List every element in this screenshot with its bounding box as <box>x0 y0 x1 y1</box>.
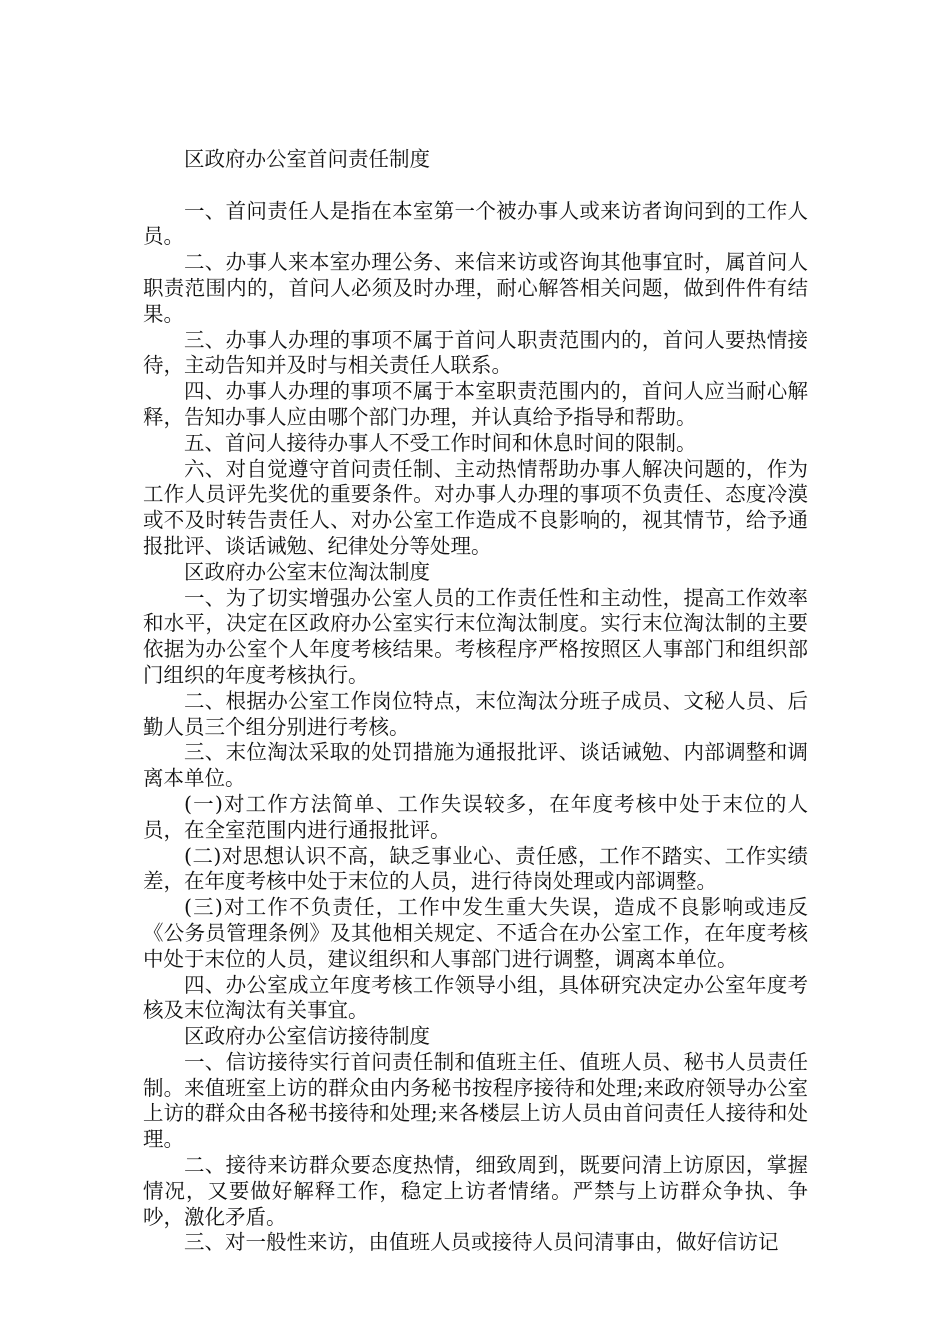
paragraph: 六、对自觉遵守首问责任制、主动热情帮助办事人解决问题的，作为工作人员评先奖优的重要条件。对办事人办理的事项不负责任、态度冷漠或不及时转告责任人、对办公室工作造成不良影响的，视其情节，给予通报批评、谈话诫勉、纪律处分等处理。 <box>143 456 808 558</box>
paragraph: 五、首问人接待办事人不受工作时间和休息时间的限制。 <box>184 430 697 455</box>
paragraph: (二)对思想认识不高，缺乏事业心、责任感，工作不踏实、工作实绩差，在年度考核中处于末位的人员，进行待岗处理或内部调整。 <box>143 843 808 894</box>
paragraph: 一、信访接待实行首问责任制和值班主任、值班人员、秘书人员责任制。来值班室上访的群众由内务秘书按程序接待和处理;来政府领导办公室上访的群众由各秘书接待和处理;来各楼层上访人员由首问责任人接待和处理。 <box>143 1049 808 1152</box>
section-title: 区政府办公室信访接待制度 <box>184 1024 430 1049</box>
section-title: 区政府办公室首问责任制度 <box>184 147 430 171</box>
paragraph: 一、首问责任人是指在本室第一个被办事人或来访者询问到的工作人员。 <box>143 198 808 249</box>
paragraph: 三、对一般性来访，由值班人员或接待人员问清事由，做好信访记 <box>184 1230 779 1255</box>
section-title: 区政府办公室末位淘汰制度 <box>184 559 430 584</box>
paragraph: (三)对工作不负责任，工作中发生重大失误，造成不良影响或违反《公务员管理条例》及其他相关规定、不适合在办公室工作，在年度考核中处于末位的人员，建议组织和人事部门进行调整，调离本单位。 <box>143 895 808 971</box>
paragraph: 二、根据办公室工作岗位特点，末位淘汰分班子成员、文秘人员、后勤人员三个组分别进行考核。 <box>143 688 808 739</box>
paragraph: 一、为了切实增强办公室人员的工作责任性和主动性，提高工作效率和水平，决定在区政府办公室实行末位淘汰制度。实行末位淘汰制的主要依据为办公室个人年度考核结果。考核程序严格按照区人事部门和组织部门组织的年度考核执行。 <box>143 585 808 687</box>
paragraph: 二、接待来访群众要态度热情，细致周到，既要问清上访原因，掌握情况，又要做好解释工作，稳定上访者情绪。严禁与上访群众争执、争吵，激化矛盾。 <box>143 1153 808 1229</box>
document-body <box>143 147 808 1256</box>
paragraph: 四、办事人办理的事项不属于本室职责范围内的，首问人应当耐心解释，告知办事人应由哪个部门办理，并认真给予指导和帮助。 <box>143 379 808 429</box>
paragraph: 四、办公室成立年度考核工作领导小组，具体研究决定办公室年度考核及末位淘汰有关事宜。 <box>143 972 808 1023</box>
paragraph: 三、末位淘汰采取的处罚措施为通报批评、谈话诫勉、内部调整和调离本单位。 <box>143 740 808 791</box>
paragraph: (一)对工作方法简单、工作失误较多，在年度考核中处于末位的人员，在全室范围内进行通报批评。 <box>143 791 808 842</box>
paragraph: 二、办事人来本室办理公务、来信来访或咨询其他事宜时，属首问人职责范围内的，首问人必须及时办理，耐心解答相关问题，做到件件有结果。 <box>143 250 808 326</box>
paragraph: 三、办事人办理的事项不属于首问人职责范围内的，首问人要热情接待，主动告知并及时与相关责任人联系。 <box>143 327 808 378</box>
